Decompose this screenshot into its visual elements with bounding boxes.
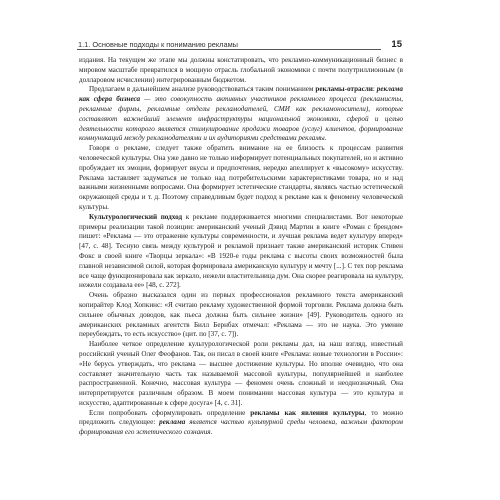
paragraph-2 bbox=[79, 85, 403, 144]
paragraph-2-intro: Предлагаем в дальнейшем анализе руководствоваться таким пониманием bbox=[89, 85, 316, 94]
paragraph-6-text: Наиболее четкое определение культурологической роли рекламы дал, на наш взгляд, известный российский ученый Олег Феофанов. Так, он писал в своей книге «Реклама: новые технологии в России»: «Не берусь утверждать, что реклама — высшее достижение культуры. Но вполне очевидно, что она составляет значительную часть так называемой массовой культуры, популярнейшей и наиболее распространенной. Конечно, массовая культура — феномен очень сложный и неоднозначный. Она интерпретируется различным образом. В моем понимании массовая культура — это культура и искусство, адаптированные к сфере досуга» [4, с. 31]. bbox=[79, 340, 403, 407]
paragraph-3 bbox=[79, 144, 403, 213]
term-culturological-approach: Культурологический подход bbox=[89, 212, 183, 221]
paragraph-1-text: издания. На текущем же этапе мы должны констатировать, что рекламно-коммуникационный бизнес в мировом масштабе превратился в мощную отрасль глобальной экономики с почти полутриллионным (в долларовом исчислении) интегрированным бюджетом. bbox=[79, 56, 403, 84]
paragraph-7-definition: является частью культурной среды человека, важным фактором формирования его эстетического сознания. bbox=[79, 418, 403, 437]
paragraph-3-text: Говоря о рекламе, следует также обратить внимание на ее близость к процессам развития человеческой культуры. Она уже давно не только информирует потенциальных покупателей, но и активно пробуждает их эмоции, формирует вкусы и предпочтения, нередко апеллирует к «высокому» искусству. Реклама заставляет задуматься не только над потребительскими характеристиками товара, но и над важными жизненными вопросами. Она формирует эстетические стандарты, являясь частью эстетической окружающей среды и т. д. Поэтому справедливым будет подход к рекламе как к феномену человеческой культуры. bbox=[79, 144, 403, 211]
paragraph-6 bbox=[79, 340, 403, 409]
body-text bbox=[79, 56, 403, 438]
paragraph-4 bbox=[79, 213, 403, 291]
running-header: 1.1. Основные подходы к пониманию рекламы bbox=[78, 40, 238, 49]
header-divider bbox=[77, 49, 381, 50]
paragraph-5 bbox=[79, 291, 403, 340]
paragraph-4-text: к рекламе поддерживается многими специалистами. Вот некоторые примеры реализации такой позиции: американский ученый Дэвид Мартин в книге «Роман с брендом» пишет: «Реклама — это отражение культуры современности, и лучшая реклама ведет культуру вперед» [47, с. 48]. Тесную связь между культурой и рекламой признает также американский историк Стивен Фокс в своей книге «Творцы зеркала»: «В 1920-е годы реклама с высоты своих возможностей была главной независимой силой, которая формировала американскую культуру и мечту [...]. С тех пор реклама все чаще функционировала как зеркало, нежели властительница дум. Она скорее реагировала на культуру, нежели создавала ее» [48, с. 272]. bbox=[79, 212, 403, 290]
paragraph-7-intro: Если попробовать сформулировать определение bbox=[89, 408, 251, 417]
term-advertising-industry: рекламы-отрасли bbox=[315, 85, 373, 94]
paragraph-1 bbox=[79, 56, 403, 85]
paragraph-7-mid: , то можно предложить следующее: bbox=[79, 408, 403, 427]
term-advertising: реклама bbox=[159, 418, 186, 427]
definition-text: — это совокупность активных участников рекламного процесса (рекламисты, рекламные фирмы, рекламные отделы рекламодателей, СМИ как рекламоносители), которые составляют важнейший элемент инфраструктуры национальной экономики, сферой и целью деятельности которого является стимулирование продажи товаров (услуг) клиентов, формирование коммуникаций между рекламодателями и их аудиториями средствами рекламы. bbox=[79, 95, 403, 143]
paragraph-7 bbox=[79, 409, 403, 438]
page-number: 15 bbox=[391, 39, 402, 50]
term-advertising-as-culture: рекламы как явления культуры bbox=[250, 408, 365, 417]
term-advertising-as-business: реклама как сфера бизнеса bbox=[79, 85, 403, 104]
paragraph-5-text: Очень образно высказался один из первых профессионалов рекламного текста американский копирайтер Клод Хопкинс: «Я считаю рекламу художественной формой торговли. Реклама должна быть сильнее обычных доводов, как пьеса должна быть сильнее жизни» [49]. Руководитель одного из американских рекламных агентств Билл Бернбах отмечал: «Реклама — это не наука. Это умение переубеждать, то есть искусство» (цит. по [37, с. 7]). bbox=[79, 291, 403, 339]
colon: : bbox=[372, 85, 377, 94]
